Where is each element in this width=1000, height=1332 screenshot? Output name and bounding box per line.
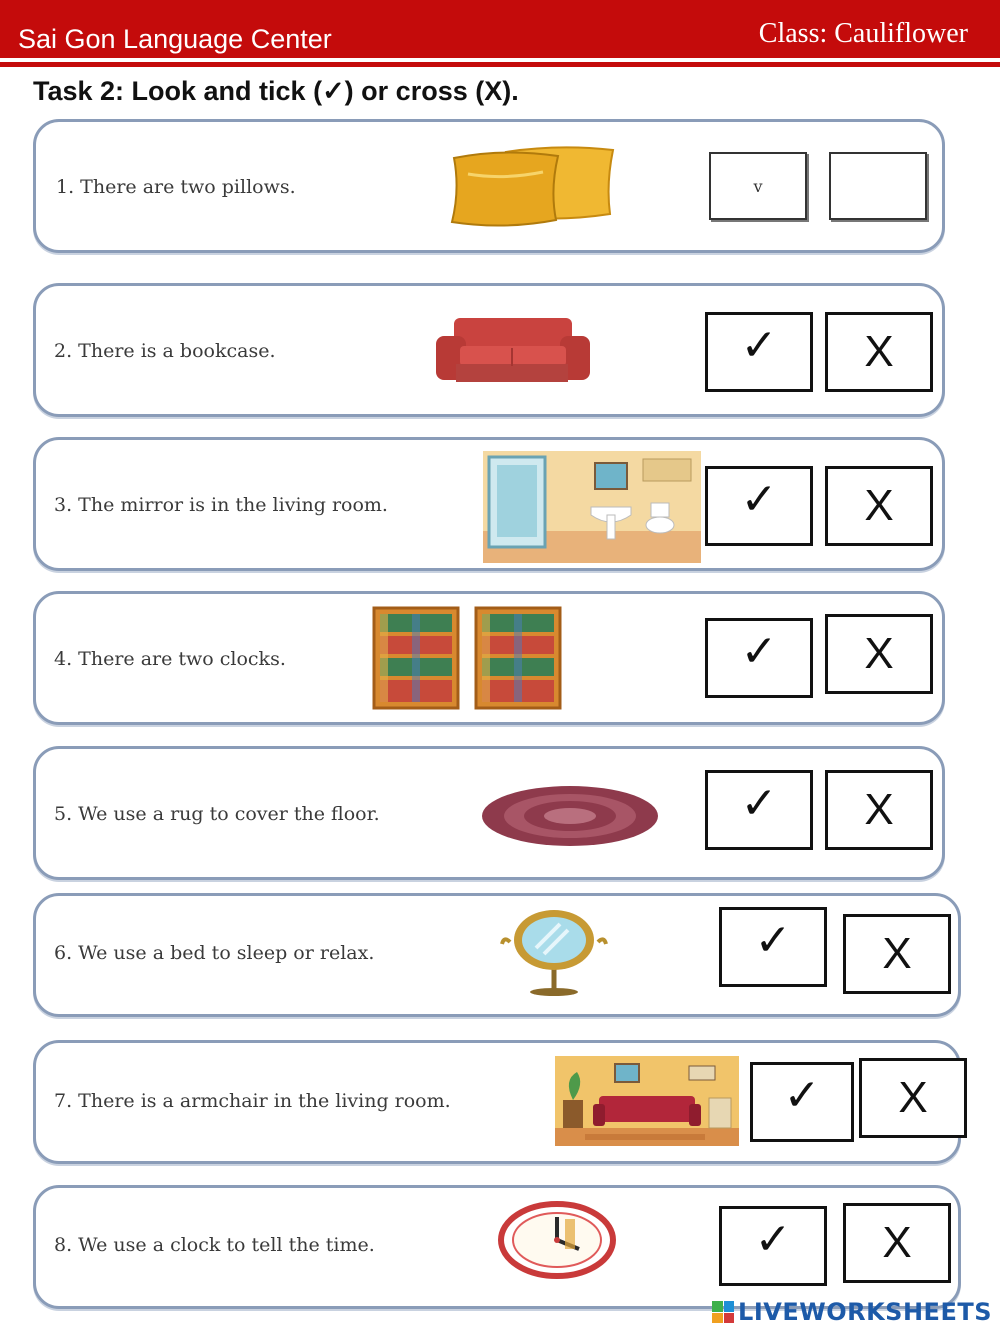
cross-box-4[interactable]: X [825,614,933,694]
cross-box-2[interactable]: X [825,312,933,392]
tick-box-1[interactable]: v [709,152,807,220]
question-text-6: 6. We use a bed to sleep or relax. [54,942,375,964]
bathroom-picture [483,451,701,563]
tick-box-8[interactable]: ✓ [719,1206,827,1286]
task-title: Task 2: Look and tick (✓) or cross (X). [33,76,519,106]
liveworksheets-logo [712,1298,992,1326]
living-room-picture [555,1056,739,1146]
question-text-2: 2. There is a bookcase. [54,340,276,362]
question-text-7: 7. There is a armchair in the living room. [54,1090,451,1112]
tick-box-7[interactable]: ✓ [750,1062,854,1142]
tick-box-5[interactable]: ✓ [705,770,813,850]
header-rule [0,62,1000,67]
cross-box-6[interactable]: X [843,914,951,994]
pillows-picture [448,144,618,228]
school-name: Sai Gon Language Center [18,24,332,54]
question-text-3: 3. The mirror is in the living room. [54,494,388,516]
brand-text: LIVEWORKSHEETS [738,1298,992,1326]
rug-picture [480,784,660,848]
class-label: Class: Cauliflower [758,18,968,49]
cross-box-3[interactable]: X [825,466,933,546]
tick-box-3[interactable]: ✓ [705,466,813,546]
cross-box-8[interactable]: X [843,1203,951,1283]
question-text-4: 4. There are two clocks. [54,648,286,670]
clock-picture [497,1201,617,1279]
tick-box-4[interactable]: ✓ [705,618,813,698]
sofa-picture [432,314,594,388]
cross-box-1[interactable] [829,152,927,220]
cross-box-5[interactable]: X [825,770,933,850]
question-text-5: 5. We use a rug to cover the floor. [54,803,380,825]
liveworksheets-badge-icon [712,1301,734,1323]
mirror-picture [498,906,610,996]
tick-box-6[interactable]: ✓ [719,907,827,987]
tick-box-2[interactable]: ✓ [705,312,813,392]
question-text-8: 8. We use a clock to tell the time. [54,1234,375,1256]
bookcases-picture [372,606,562,710]
cross-box-7[interactable]: X [859,1058,967,1138]
question-text-1: 1. There are two pillows. [56,176,296,198]
